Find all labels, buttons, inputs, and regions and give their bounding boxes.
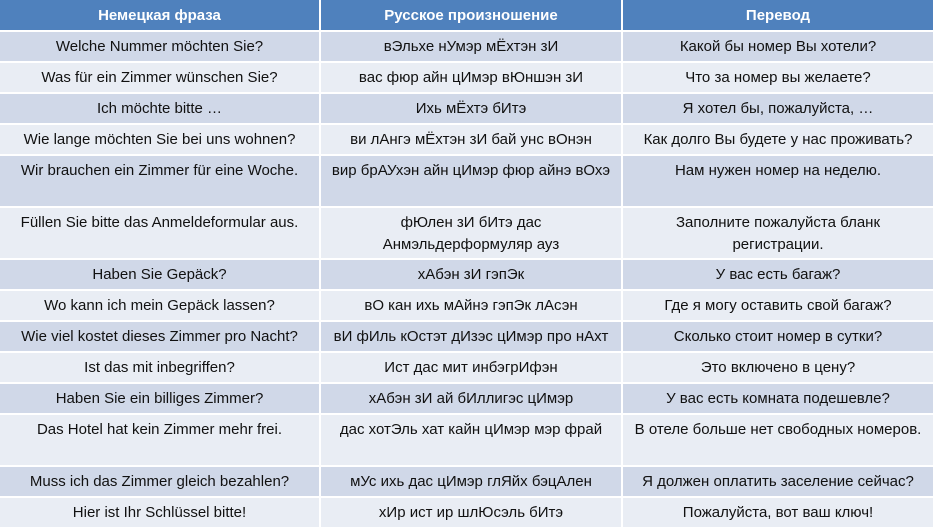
german-phrase: Welche Nummer möchten Sie?	[0, 31, 320, 62]
translation: Где я могу оставить свой багаж?	[622, 290, 933, 321]
translation: Какой бы номер Вы хотели?	[622, 31, 933, 62]
translation: Сколько стоит номер в сутки?	[622, 321, 933, 352]
table-row	[0, 124, 933, 155]
german-phrase: Wo kann ich mein Gepäck lassen?	[0, 290, 320, 321]
header-translation: Перевод	[622, 0, 933, 31]
german-phrase: Muss ich das Zimmer gleich bezahlen?	[0, 466, 320, 497]
german-phrase: Das Hotel hat kein Zimmer mehr frei.	[0, 414, 320, 466]
table-row	[0, 207, 933, 259]
german-phrase: Haben Sie Gepäck?	[0, 259, 320, 290]
russian-pronunciation: хИр ист ир шлЮсэль бИтэ	[320, 497, 622, 528]
translation: Заполните пожалуйста бланк регистрации.	[622, 207, 933, 259]
russian-pronunciation: хАбэн зИ ай бИллигэс цИмэр	[320, 383, 622, 414]
table-row	[0, 290, 933, 321]
table-row	[0, 155, 933, 207]
table-row	[0, 414, 933, 466]
translation: Пожалуйста, вот ваш ключ!	[622, 497, 933, 528]
german-phrase: Hier ist Ihr Schlüssel bitte!	[0, 497, 320, 528]
table-row	[0, 259, 933, 290]
german-phrase: Ist das mit inbegriffen?	[0, 352, 320, 383]
german-phrase: Was für ein Zimmer wünschen Sie?	[0, 62, 320, 93]
german-phrase: Wie viel kostet dieses Zimmer pro Nacht?	[0, 321, 320, 352]
translation: Я хотел бы, пожалуйста, …	[622, 93, 933, 124]
german-phrase: Wir brauchen ein Zimmer für eine Woche.	[0, 155, 320, 207]
header-german: Немецкая фраза	[0, 0, 320, 31]
table-row	[0, 466, 933, 497]
russian-pronunciation: вЭльхе нУмэр мЁхтэн зИ	[320, 31, 622, 62]
german-phrase: Wie lange möchten Sie bei uns wohnen?	[0, 124, 320, 155]
russian-pronunciation: мУс ихь дас цИмэр глЯйх бэцАлен	[320, 466, 622, 497]
russian-pronunciation: хАбэн зИ гэпЭк	[320, 259, 622, 290]
translation: Я должен оплатить заселение сейчас?	[622, 466, 933, 497]
table-row	[0, 497, 933, 528]
translation: У вас есть багаж?	[622, 259, 933, 290]
table-row	[0, 31, 933, 62]
russian-pronunciation: дас хотЭль хат кайн цИмэр мэр фрай	[320, 414, 622, 466]
header-pronunciation: Русское произношение	[320, 0, 622, 31]
table-row	[0, 321, 933, 352]
russian-pronunciation: вО кан ихь мАйнэ гэпЭк лАсэн	[320, 290, 622, 321]
table-row	[0, 93, 933, 124]
russian-pronunciation: фЮлен зИ бИтэ дас Анмэльдерформуляр ауз	[320, 207, 622, 259]
russian-pronunciation: ви лАнгэ мЁхтэн зИ бай унс вОнэн	[320, 124, 622, 155]
russian-pronunciation: Ихь мЁхтэ бИтэ	[320, 93, 622, 124]
russian-pronunciation: вИ фИль кОстэт дИзэс цИмэр про нАхт	[320, 321, 622, 352]
translation: В отеле больше нет свободных номеров.	[622, 414, 933, 466]
german-phrase: Haben Sie ein billiges Zimmer?	[0, 383, 320, 414]
translation: У вас есть комната подешевле?	[622, 383, 933, 414]
translation: Это включено в цену?	[622, 352, 933, 383]
translation: Нам нужен номер на неделю.	[622, 155, 933, 207]
table-row	[0, 62, 933, 93]
table-row	[0, 383, 933, 414]
header-row	[0, 0, 933, 31]
german-phrase: Füllen Sie bitte das Anmeldeformular aus.	[0, 207, 320, 259]
russian-pronunciation: вас фюр айн цИмэр вЮншэн зИ	[320, 62, 622, 93]
translation: Что за номер вы желаете?	[622, 62, 933, 93]
russian-pronunciation: Ист дас мит инбэгрИфэн	[320, 352, 622, 383]
table-row	[0, 352, 933, 383]
translation: Как долго Вы будете у нас проживать?	[622, 124, 933, 155]
german-phrase: Ich möchte bitte …	[0, 93, 320, 124]
russian-pronunciation: вир брАУхэн айн цИмэр фюр айнэ вОхэ	[320, 155, 622, 207]
